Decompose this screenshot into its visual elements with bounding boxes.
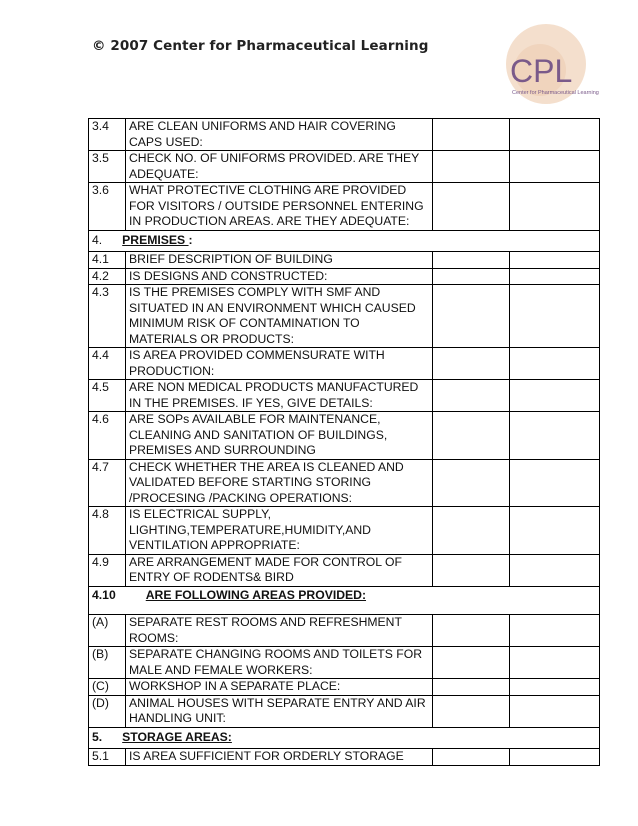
item-text: ANIMAL HOUSES WITH SEPARATE ENTRY AND AIR HANDLING UNIT: xyxy=(126,695,433,727)
answer-cell xyxy=(433,380,510,412)
remarks-cell xyxy=(510,380,600,412)
checklist-table xyxy=(88,118,600,766)
subsection-heading xyxy=(89,586,600,615)
answer-cell xyxy=(433,679,510,696)
remarks-cell xyxy=(510,151,600,183)
table-row xyxy=(89,252,600,269)
remarks-cell xyxy=(510,412,600,460)
remarks-cell xyxy=(510,119,600,151)
table-row xyxy=(89,749,600,766)
item-text: SEPARATE REST ROOMS AND REFRESHMENT ROOMS: xyxy=(126,615,433,647)
item-number: (C) xyxy=(89,679,126,696)
item-number: 5.1 xyxy=(89,749,126,766)
section-number: 5. xyxy=(92,729,103,744)
item-number: (A) xyxy=(89,615,126,647)
item-text: ARE CLEAN UNIFORMS AND HAIR COVERING CAPS USED: xyxy=(126,119,433,151)
item-number: 4.1 xyxy=(89,252,126,269)
section-row xyxy=(89,230,600,252)
item-text: ARE ARRANGEMENT MADE FOR CONTROL OF ENTRY OF RODENTS& BIRD xyxy=(126,554,433,586)
answer-cell xyxy=(433,252,510,269)
answer-cell xyxy=(433,151,510,183)
cpl-logo xyxy=(496,16,614,108)
remarks-cell xyxy=(510,348,600,380)
item-number: 4.4 xyxy=(89,348,126,380)
answer-cell xyxy=(433,615,510,647)
item-number: 3.5 xyxy=(89,151,126,183)
item-text: CHECK WHETHER THE AREA IS CLEANED AND VALIDATED BEFORE STARTING STORING /PROCESING /PACKING OPERATIONS: xyxy=(126,459,433,507)
table-row xyxy=(89,348,600,380)
section-heading xyxy=(89,230,600,252)
answer-cell xyxy=(433,285,510,348)
answer-cell xyxy=(433,507,510,555)
item-text: WHAT PROTECTIVE CLOTHING ARE PROVIDED FOR VISITORS / OUTSIDE PERSONNEL ENTERING IN PRODUCTION AREAS. ARE THEY ADEQUATE: xyxy=(126,183,433,231)
table-row xyxy=(89,695,600,727)
answer-cell xyxy=(433,412,510,460)
remarks-cell xyxy=(510,285,600,348)
item-number: 3.4 xyxy=(89,119,126,151)
remarks-cell xyxy=(510,647,600,679)
item-number: 4.8 xyxy=(89,507,126,555)
item-number: 4.5 xyxy=(89,380,126,412)
remarks-cell xyxy=(510,615,600,647)
item-text: SEPARATE CHANGING ROOMS AND TOILETS FOR MALE AND FEMALE WORKERS: xyxy=(126,647,433,679)
answer-cell xyxy=(433,554,510,586)
item-text: IS ELECTRICAL SUPPLY, LIGHTING,TEMPERATURE,HUMIDITY,AND VENTILATION APPROPRIATE: xyxy=(126,507,433,555)
table-row xyxy=(89,615,600,647)
item-text: WORKSHOP IN A SEPARATE PLACE: xyxy=(126,679,433,696)
remarks-cell xyxy=(510,695,600,727)
table-row xyxy=(89,119,600,151)
item-number: 4.6 xyxy=(89,412,126,460)
copyright-header: © 2007 Center for Pharmaceutical Learning xyxy=(92,38,429,54)
item-text: IS AREA SUFFICIENT FOR ORDERLY STORAGE xyxy=(126,749,433,766)
table-row xyxy=(89,268,600,285)
section-row xyxy=(89,727,600,749)
section-suffix: : xyxy=(188,232,193,247)
remarks-cell xyxy=(510,252,600,269)
table-row xyxy=(89,285,600,348)
item-text: IS THE PREMISES COMPLY WITH SMF AND SITUATED IN AN ENVIRONMENT WHICH CAUSED MINIMUM RISK OF CONTAMINATION TO MATERIALS OR PRODUCTS: xyxy=(126,285,433,348)
item-text: BRIEF DESCRIPTION OF BUILDING xyxy=(126,252,433,269)
table-row xyxy=(89,507,600,555)
remarks-cell xyxy=(510,183,600,231)
remarks-cell xyxy=(510,507,600,555)
logo-tagline: Center for Pharmaceutical Learning xyxy=(512,90,599,96)
remarks-cell xyxy=(510,268,600,285)
table-row xyxy=(89,647,600,679)
item-number: (B) xyxy=(89,647,126,679)
section-title: STORAGE AREAS: xyxy=(122,729,232,744)
table-row xyxy=(89,412,600,460)
remarks-cell xyxy=(510,679,600,696)
section-row xyxy=(89,586,600,615)
remarks-cell xyxy=(510,554,600,586)
table-row xyxy=(89,151,600,183)
answer-cell xyxy=(433,348,510,380)
answer-cell xyxy=(433,183,510,231)
section-number: 4. xyxy=(92,232,103,247)
section-heading xyxy=(89,727,600,749)
table-row xyxy=(89,183,600,231)
checklist-body xyxy=(89,119,600,766)
item-number: 4.2 xyxy=(89,268,126,285)
answer-cell xyxy=(433,119,510,151)
answer-cell xyxy=(433,647,510,679)
answer-cell xyxy=(433,268,510,285)
item-text: ARE NON MEDICAL PRODUCTS MANUFACTURED IN THE PREMISES. IF YES, GIVE DETAILS: xyxy=(126,380,433,412)
answer-cell xyxy=(433,695,510,727)
section-title: PREMISES xyxy=(122,232,189,247)
item-number: 4.7 xyxy=(89,459,126,507)
table-row xyxy=(89,679,600,696)
item-text: CHECK NO. OF UNIFORMS PROVIDED. ARE THEY ADEQUATE: xyxy=(126,151,433,183)
item-number: 4.9 xyxy=(89,554,126,586)
table-row xyxy=(89,380,600,412)
item-number: 3.6 xyxy=(89,183,126,231)
logo-letters: CPL xyxy=(510,53,573,89)
item-text: ARE SOPs AVAILABLE FOR MAINTENANCE, CLEANING AND SANITATION OF BUILDINGS, PREMISES AND SURROUNDING xyxy=(126,412,433,460)
subsection-title: ARE FOLLOWING AREAS PROVIDED: xyxy=(145,587,367,602)
subsection-number: 4.10 xyxy=(92,587,116,602)
answer-cell xyxy=(433,749,510,766)
item-number: (D) xyxy=(89,695,126,727)
item-text: IS DESIGNS AND CONSTRUCTED: xyxy=(126,268,433,285)
item-text: IS AREA PROVIDED COMMENSURATE WITH PRODUCTION: xyxy=(126,348,433,380)
remarks-cell xyxy=(510,749,600,766)
remarks-cell xyxy=(510,459,600,507)
answer-cell xyxy=(433,459,510,507)
table-row xyxy=(89,554,600,586)
item-number: 4.3 xyxy=(89,285,126,348)
table-row xyxy=(89,459,600,507)
